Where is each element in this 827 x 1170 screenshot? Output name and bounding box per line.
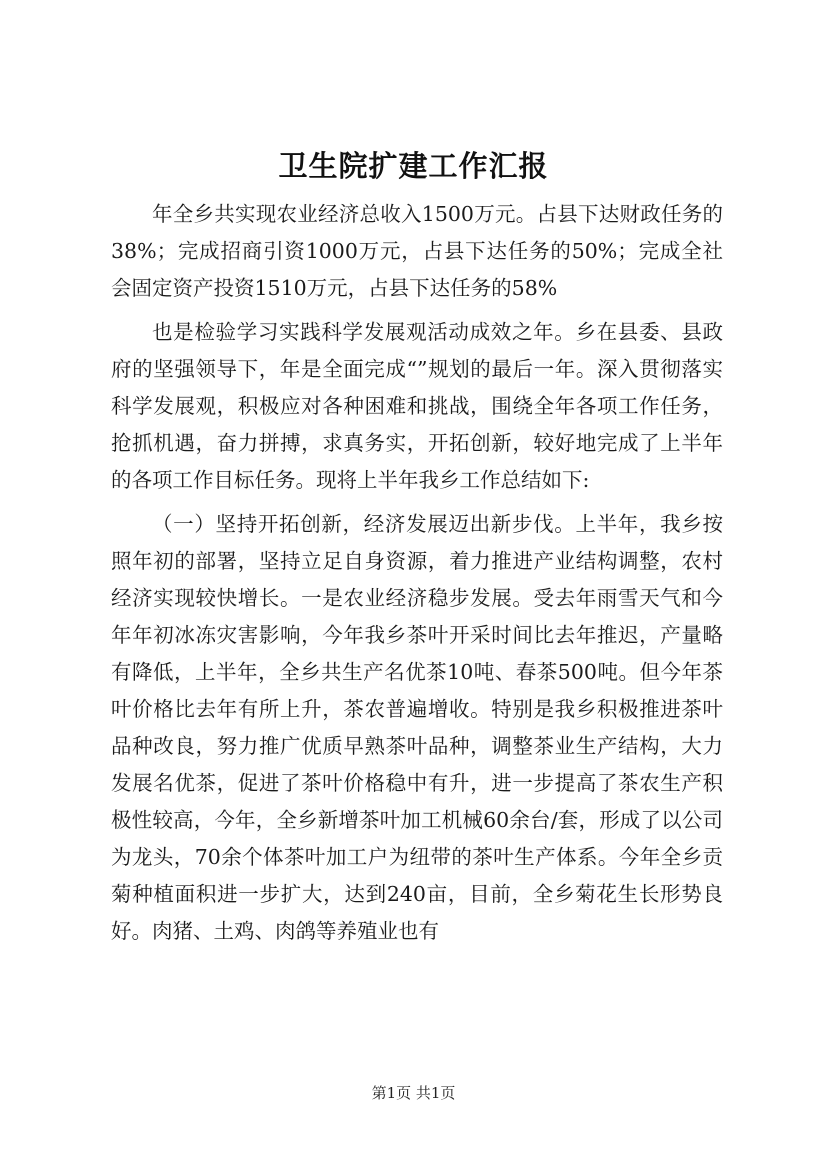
paragraph-2: 也是检验学习实践科学发展观活动成效之年。乡在县委、县政府的坚强领导下，年是全面完成“”规划的最后一年。深入贯彻落实科学发展观，积极应对各种困难和挑战，围绕全年各项工作任务，抢抓机遇，奋力拼搏，求真务实，开拓创新，较好地完成了上半年的各项工作目标任务。现将上半年我乡工作总结如下: <box>111 320 723 492</box>
paragraph-3: （一）坚持开拓创新，经济发展迈出新步伐。上半年，我乡按照年初的部署，坚持立足自身资源，着力推进产业结构调整，农村经济实现较快增长。一是农业经济稳步发展。受去年雨雪天气和今年年初冰冻灾害影响，今年我乡茶叶开采时间比去年推迟，产量略有降低，上半年，全乡共生产名优茶10吨、春茶500吨。但今年茶叶价格比去年有所上升，茶农普遍增收。特别是我乡积极推进茶叶品种改良，努力推广优质早熟茶叶品种，调整茶业生产结构，大力发展名优茶，促进了茶叶价格稳中有升，进一步提高了茶农生产积极性较高，今年，全乡新增茶叶加工机械60余台/套，形成了以公司为龙头，70余个体茶叶加工户为纽带的茶叶生产体系。今年全乡贡菊种植面积进一步扩大，达到240亩，目前，全乡菊花生长形势良好。肉猪、土鸡、肉鸽等养殖业也有 <box>111 512 723 943</box>
page-footer: 第1页 共1页 <box>371 1084 456 1102</box>
document-title: 卫生院扩建工作汇报 <box>278 149 549 183</box>
paragraph-1: 年全乡共实现农业经济总收入1500万元。占县下达财政任务的38%；完成招商引资1000万元，占县下达任务的50%；完成全社会固定资产投资1510万元，占县下达任务的58% <box>111 202 723 300</box>
document-body <box>111 196 723 950</box>
